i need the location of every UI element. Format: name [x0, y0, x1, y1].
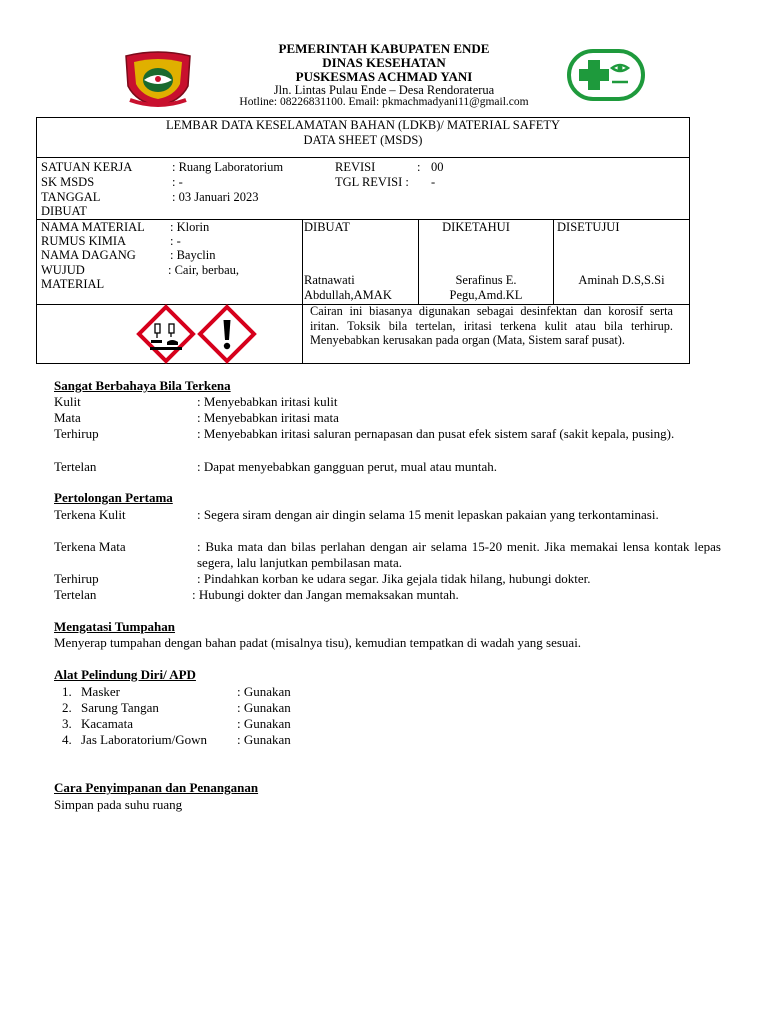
- tanggal-label2: DIBUAT: [41, 204, 87, 218]
- first-aid-label-tertelan: Tertelan: [54, 587, 97, 602]
- diketahui-name1: Serafinus E.: [455, 273, 517, 287]
- header-line2: DINAS KESEHATAN: [322, 55, 446, 70]
- disetujui-label: DISETUJUI: [557, 220, 620, 234]
- apd-value-kacamata: : Gunakan: [237, 716, 291, 731]
- danger-value-mata: : Menyebabkan iritasi mata: [197, 410, 339, 425]
- first-aid-label-mata: Terkena Mata: [54, 539, 126, 554]
- apd-num-4: 4.: [62, 732, 72, 747]
- header-line3: PUSKESMAS ACHMAD YANI: [295, 69, 473, 84]
- danger-label-tertelan: Tertelan: [54, 459, 97, 474]
- wujud-value: : Cair, berbau,: [168, 263, 240, 277]
- dagang-value: : Bayclin: [170, 248, 216, 262]
- danger-label-terhirup: Terhirup: [54, 426, 99, 441]
- apd-num-1: 1.: [62, 684, 72, 699]
- apd-value-masker: : Gunakan: [237, 684, 291, 699]
- danger-title: Sangat Berbahaya Bila Terkena: [54, 378, 231, 393]
- first-aid-title: Pertolongan Pertama: [54, 490, 173, 505]
- first-aid-value-kulit: : Segera siram dengan air dingin selama 15 menit lepaskan pakaian yang terkontaminasi.: [197, 507, 659, 522]
- diketahui-name2: Pegu,Amd.KL: [449, 288, 523, 302]
- storage-title: Cara Penyimpanan dan Penanganan: [54, 780, 259, 795]
- danger-label-mata: Mata: [54, 410, 81, 425]
- danger-value-tertelan: : Dapat menyebabkan gangguan perut, mual atau muntah.: [197, 459, 497, 474]
- first-aid-label-kulit: Terkena Kulit: [54, 507, 126, 522]
- apd-title: Alat Pelindung Diri/ APD: [54, 667, 196, 682]
- first-aid-value-mata: : Buka mata dan bilas perlahan dengan air selama 15-20 menit. Jika memakai lensa kontak lepas segera, lalu lanjutkan pembilasan mata.: [197, 539, 721, 570]
- header-line1: PEMERINTAH KABUPATEN ENDE: [278, 41, 490, 56]
- rumus-value: : -: [170, 234, 181, 248]
- apd-label-masker: Masker: [81, 684, 120, 699]
- first-aid-value-tertelan: : Hubungi dokter dan Jangan memaksakan muntah.: [192, 587, 459, 602]
- spill-title: Mengatasi Tumpahan: [54, 619, 176, 634]
- rumus-label: RUMUS KIMIA: [41, 234, 127, 248]
- satuan-label: SATUAN KERJA: [41, 160, 133, 174]
- apd-num-3: 3.: [62, 716, 72, 731]
- diketahui-label: DIKETAHUI: [442, 220, 510, 234]
- wujud-label2: MATERIAL: [41, 277, 105, 291]
- revisi-label: REVISI: [335, 160, 376, 174]
- dagang-label: NAMA DAGANG: [41, 248, 136, 262]
- tgl-revisi-label: TGL REVISI :: [335, 175, 409, 189]
- first-aid-label-terhirup: Terhirup: [54, 571, 99, 586]
- disetujui-name: Aminah D.S,S.Si: [578, 273, 665, 287]
- apd-value-sarung-tangan: : Gunakan: [237, 700, 291, 715]
- spill-text: Menyerap tumpahan dengan bahan padat (misalnya tisu), kemudian tempatkan di wadah yang sesuai.: [54, 635, 582, 650]
- revisi-value: 00: [431, 160, 444, 174]
- header-address: Jln. Lintas Pulau Ende – Desa Rendoraterua: [273, 83, 495, 97]
- exclamation-pictogram-icon: [197, 304, 257, 364]
- doc-title-line1: LEMBAR DATA KESELAMATAN BAHAN (LDKB)/ MATERIAL SAFETY: [165, 118, 561, 132]
- tanggal-label1: TANGGAL: [41, 190, 101, 204]
- nama-material-value: : Klorin: [170, 220, 210, 234]
- storage-text: Simpan pada suhu ruang: [54, 797, 183, 812]
- dibuat-name2: Abdullah,AMAK: [304, 288, 392, 302]
- danger-value-terhirup: : Menyebabkan iritasi saluran pernapasan dan pusat efek sistem saraf (sakit kepala, pusing).: [197, 426, 675, 441]
- satuan-value: : Ruang Laboratorium: [172, 160, 284, 174]
- corrosion-pictogram-icon: [136, 304, 196, 364]
- header-hotline: Hotline: 08226831100. Email: pkmachmadyani11@gmail.com: [239, 96, 529, 108]
- danger-label-kulit: Kulit: [54, 394, 81, 409]
- wujud-label1: WUJUD: [41, 263, 85, 277]
- revisi-colon: :: [417, 160, 421, 174]
- sk-value: : -: [172, 175, 183, 189]
- apd-num-2: 2.: [62, 700, 72, 715]
- first-aid-value-terhirup: : Pindahkan korban ke udara segar. Jika gejala tidak hilang, hubungi dokter.: [197, 571, 591, 586]
- apd-label-jas: Jas Laboratorium/Gown: [81, 732, 208, 747]
- apd-label-sarung-tangan: Sarung Tangan: [81, 700, 159, 715]
- danger-value-kulit: : Menyebabkan iritasi kulit: [197, 394, 338, 409]
- tgl-revisi-value: -: [431, 175, 436, 189]
- dibuat-name1: Ratnawati: [304, 273, 355, 287]
- nama-material-label: NAMA MATERIAL: [41, 220, 145, 234]
- doc-title-line2: DATA SHEET (MSDS): [303, 133, 423, 147]
- tanggal-value: : 03 Januari 2023: [172, 190, 259, 204]
- sk-label: SK MSDS: [41, 175, 95, 189]
- dibuat-label: DIBUAT: [304, 220, 350, 234]
- apd-label-kacamata: Kacamata: [81, 716, 133, 731]
- hazard-description: Cairan ini biasanya digunakan sebagai desinfektan dan korosif serta iritan. Toksik bila tertelan, iritasi terkena kulit atau bila terhirup. Menyebabkan kerusakan pada organ (Mata, Sistem saraf pusat).: [310, 304, 673, 347]
- apd-value-jas: : Gunakan: [237, 732, 291, 747]
